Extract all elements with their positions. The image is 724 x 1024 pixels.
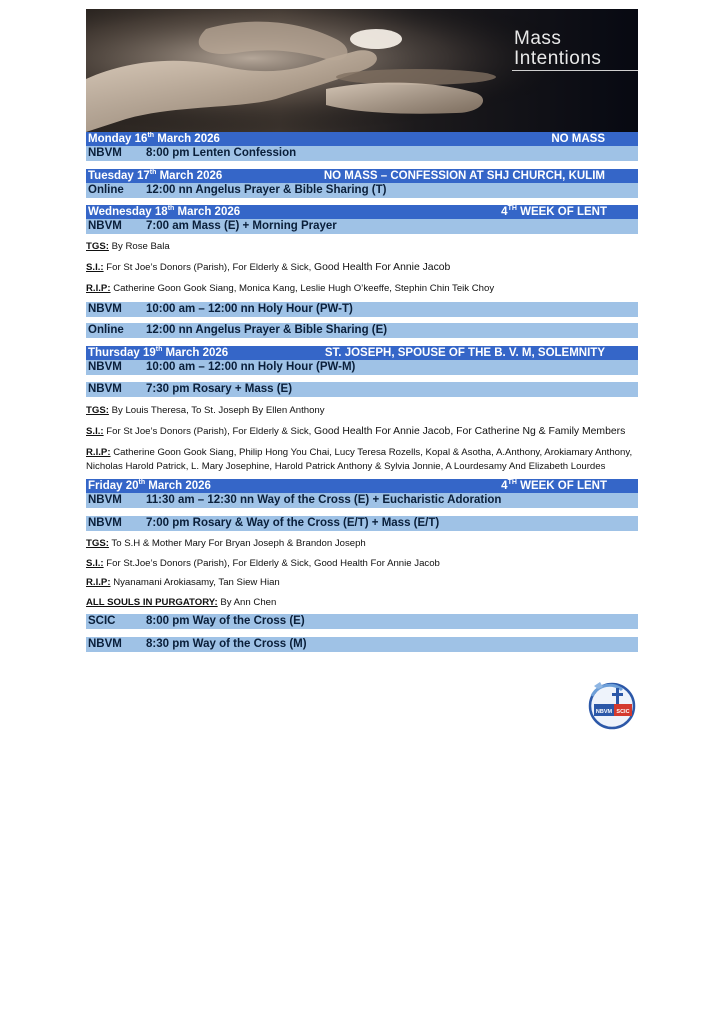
note-line: S.I.: For St.Joe’s Donors (Parish), For Elderly & Sick, Good Health For Annie Jacob: [86, 558, 440, 569]
day-note: 4TH WEEK OF LENT: [501, 205, 607, 218]
day-header-thursday: [86, 346, 638, 360]
note-line: TGS: By Rose Bala: [86, 241, 170, 252]
church-logo-icon: [584, 676, 638, 730]
event-row: [86, 360, 638, 375]
day-header-monday: [86, 132, 638, 146]
event-row: [86, 516, 638, 531]
day-date: Monday 16th March 2026: [88, 132, 220, 145]
day-note: 4TH WEEK OF LENT: [501, 479, 607, 492]
day-date: Wednesday 18th March 2026: [88, 205, 241, 218]
day-note: NO MASS: [551, 133, 605, 145]
banner-title: Mass Intentions: [512, 29, 638, 71]
event-row: [86, 302, 638, 317]
event-location: NBVM: [88, 361, 122, 373]
event-location: NBVM: [88, 494, 122, 506]
note-line: TGS: By Louis Theresa, To St. Joseph By Ellen Anthony: [86, 405, 325, 416]
note-line: R.I.P: Nyanamani Arokiasamy, Tan Siew Hian: [86, 577, 280, 588]
event-location: NBVM: [88, 638, 122, 650]
event-text: 7:30 pm Rosary + Mass (E): [146, 383, 293, 395]
event-row: [86, 146, 638, 161]
event-row: [86, 183, 638, 198]
note-line: ALL SOULS IN PURGATORY: By Ann Chen: [86, 597, 277, 608]
day-date: Friday 20th March 2026: [88, 479, 211, 492]
event-text: 8:00 pm Way of the Cross (E): [146, 615, 305, 627]
header-banner: [86, 9, 638, 132]
event-location: NBVM: [88, 220, 122, 232]
note-line: TGS: To S.H & Mother Mary For Bryan Joseph & Brandon Joseph: [86, 538, 366, 549]
event-location: Online: [88, 324, 124, 336]
note-line: R.I.P: Catherine Goon Gook Siang, Philip Hong You Chai, Lucy Teresa Rozells, Kopal & Asotha, A.Anthony, Arokiamary Anthony,: [86, 447, 633, 458]
event-text: 7:00 pm Rosary & Way of the Cross (E/T) + Mass (E/T): [146, 517, 440, 529]
event-location: Online: [88, 184, 124, 196]
event-row: [86, 493, 638, 508]
event-row: [86, 637, 638, 652]
event-location: NBVM: [88, 303, 122, 315]
event-text: 12:00 nn Angelus Prayer & Bible Sharing (T): [146, 184, 387, 196]
day-date: Thursday 19th March 2026: [88, 346, 229, 359]
event-location: SCIC: [88, 615, 116, 627]
event-text: 12:00 nn Angelus Prayer & Bible Sharing (E): [146, 324, 388, 336]
event-location: NBVM: [88, 517, 122, 529]
day-note: ST. JOSEPH, SPOUSE OF THE B. V. M, SOLEMNITY: [324, 347, 605, 359]
parish-logo: [584, 676, 638, 730]
event-row: [86, 219, 638, 234]
day-date: Tuesday 17th March 2026: [88, 169, 223, 182]
day-header-tuesday: [86, 169, 638, 183]
note-line: R.I.P: Catherine Goon Gook Siang, Monica Kang, Leslie Hugh O’keeffe, Stephin Chin Teik Choy: [86, 283, 495, 294]
event-text: 7:00 am Mass (E) + Morning Prayer: [146, 220, 337, 232]
event-row: [86, 323, 638, 338]
svg-text:NBVM: NBVM: [595, 709, 613, 715]
event-location: NBVM: [88, 383, 122, 395]
event-text: 10:00 am – 12:00 nn Holy Hour (PW-M): [146, 361, 356, 373]
event-text: 8:30 pm Way of the Cross (M): [146, 638, 307, 650]
event-row: [86, 614, 638, 629]
event-row: [86, 382, 638, 397]
day-header-wednesday: [86, 205, 638, 219]
event-text: 8:00 pm Lenten Confession: [146, 147, 297, 159]
note-line: S.I.: For St Joe’s Donors (Parish), For Elderly & Sick, Good Health For Annie Jacob: [86, 262, 451, 273]
event-text: 11:30 am – 12:30 nn Way of the Cross (E) + Eucharistic Adoration: [146, 494, 502, 506]
event-text: 10:00 am – 12:00 nn Holy Hour (PW-T): [146, 303, 353, 315]
note-line: S.I.: For St Joe’s Donors (Parish), For Elderly & Sick, Good Health For Annie Jacob, For Catherine Ng & Family Members: [86, 426, 626, 437]
day-header-friday: [86, 479, 638, 493]
event-location: NBVM: [88, 147, 122, 159]
day-note: NO MASS – CONFESSION AT SHJ CHURCH, KULIM: [323, 170, 605, 182]
note-line-continued: Nicholas Harold Patrick, L. Mary Josephine, Harold Patrick Anthony & Sylvia Jonnie, A Lourdesamy And Elizabeth Lourdes: [86, 461, 606, 472]
svg-text:SCIC: SCIC: [616, 709, 630, 715]
